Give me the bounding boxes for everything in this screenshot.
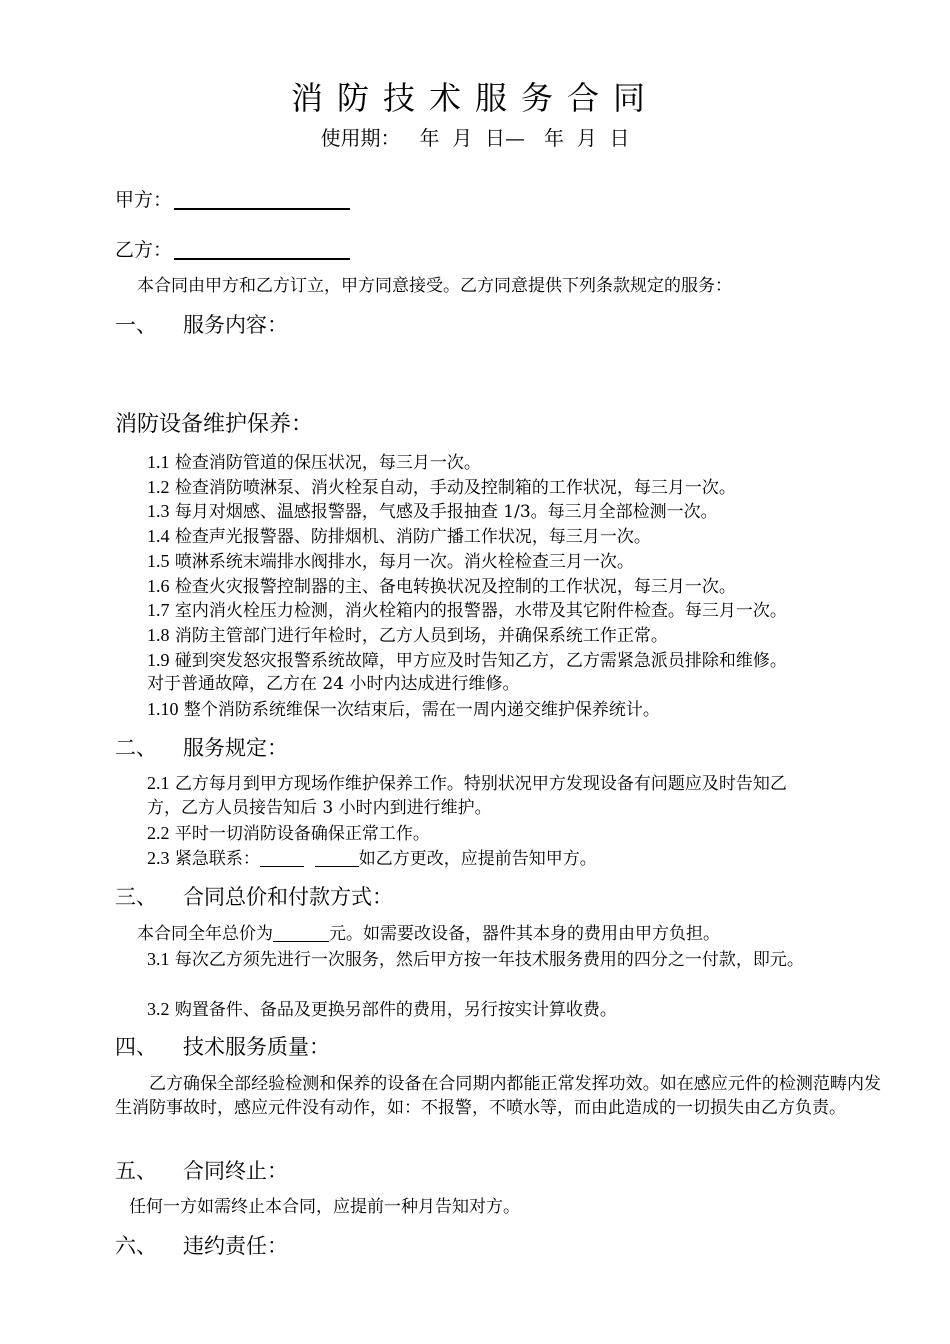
contact-blank-2 [315,848,359,867]
party-b-row [115,236,350,264]
list-item: 1.5 喷淋系统末端排水阀排水，每月一次。消火栓检查三月一次。 [147,551,634,572]
list-item: 1.9 碰到突发怒灾报警系统故障，甲方应及时告知乙方，乙方需紧急派员排除和维修。 [147,650,787,671]
section-title: 合同总价和付款方式： [183,885,393,909]
party-b-label: 乙方： [115,239,173,261]
list-item: 1.10 整个消防系统维保一次结束后，需在一周内递交维护保养统计。 [147,699,660,720]
section-number: 三、 [115,885,157,909]
price-blank [273,923,329,942]
list-item: 2.2 平时一切消防设备确保正常工作。 [147,823,430,844]
list-item: 1.3 每月对烟感、温感报警器，气感及手报抽查 1/3。每三月全部检测一次。 [147,501,718,522]
party-a-blank [174,188,350,210]
section-number: 五、 [115,1159,157,1183]
section-4-heading [115,1032,330,1062]
section-title: 服务规定： [183,736,288,760]
list-item: 1.4 检查声光报警器、防排烟机、消防广播工作状况，每三月一次。 [147,526,651,547]
section-1-heading [115,310,288,340]
section-3-heading [115,882,393,912]
list-item: 2.3 紧急联系： 如乙方更改，应提前告知甲方。 [147,848,597,869]
list-item: 1.6 检查火灾报警控制器的主、备电转换状况及控制的工作状况，每三月一次。 [147,576,736,597]
list-item-continuation: 方，乙方人员接告知后 3 小时内到进行维护。 [147,798,492,818]
section-title: 违约责任： [183,1234,288,1258]
list-item: 2.1 乙方每月到甲方现场作维护保养工作。特别状况甲方发现设备有问题应及时告知乙 [147,773,787,794]
section-number: 四、 [115,1035,157,1059]
section-number: 六、 [115,1234,157,1258]
party-a-row [115,186,350,214]
section-number: 一、 [115,313,157,337]
list-item: 3.1 每次乙方须先进行一次服务，然后甲方按一年技术服务费用的四分之一付款，即元。 [147,949,804,970]
party-b-blank [174,238,350,260]
list-item: 1.8 消防主管部门进行年检时，乙方人员到场，并确保系统工作正常。 [147,625,668,646]
list-item: 1.7 室内消火栓压力检测，消火栓箱内的报警器，水带及其它附件检查。每三月一次。 [147,600,787,621]
maintenance-heading: 消防设备维护保养： [115,412,314,437]
section-title: 合同终止： [183,1159,288,1183]
section-5-heading [115,1156,288,1186]
document-title: 消防技术服务合同 [290,79,659,117]
contact-blank-1 [260,848,304,867]
usage-period: 使用期： 年 月 日— 年 月 日 [320,126,630,150]
list-item: 1.1 检查消防管道的保压状况，每三月一次。 [147,452,481,473]
section-number: 二、 [115,736,157,760]
list-item-continuation: 对于普通故障，乙方在 24 小时内达成进行维修。 [147,674,520,694]
list-item: 3.2 购置备件、备品及更换另部件的费用，另行按实计算收费。 [147,999,617,1020]
list-item: 1.2 检查消防喷淋泵、消火栓泵自动，手动及控制箱的工作状况，每三月一次。 [147,477,736,498]
termination-text: 任何一方如需终止本合同，应提前一种月告知对方。 [129,1197,520,1217]
section-title: 技术服务质量： [183,1035,330,1059]
party-a-label: 甲方： [115,189,173,211]
price-line: 本合同全年总价为 元。如需要改设备，器件其本身的费用由甲方负担。 [137,924,720,944]
section-2-heading [115,733,288,763]
section-title: 服务内容： [183,313,288,337]
quality-paragraph: 乙方确保全部经验检测和保养的设备在合同期内都能正常发挥功效。如在感应元件的检测范畴内发生消防事故时，感应元件没有动作，如：不报警，不喷水等，而由此造成的一切损失由乙方负责。 [115,1074,881,1118]
intro-text: 本合同由甲方和乙方订立，甲方同意接受。乙方同意提供下列条款规定的服务： [137,276,732,296]
section-6-heading [115,1231,288,1261]
